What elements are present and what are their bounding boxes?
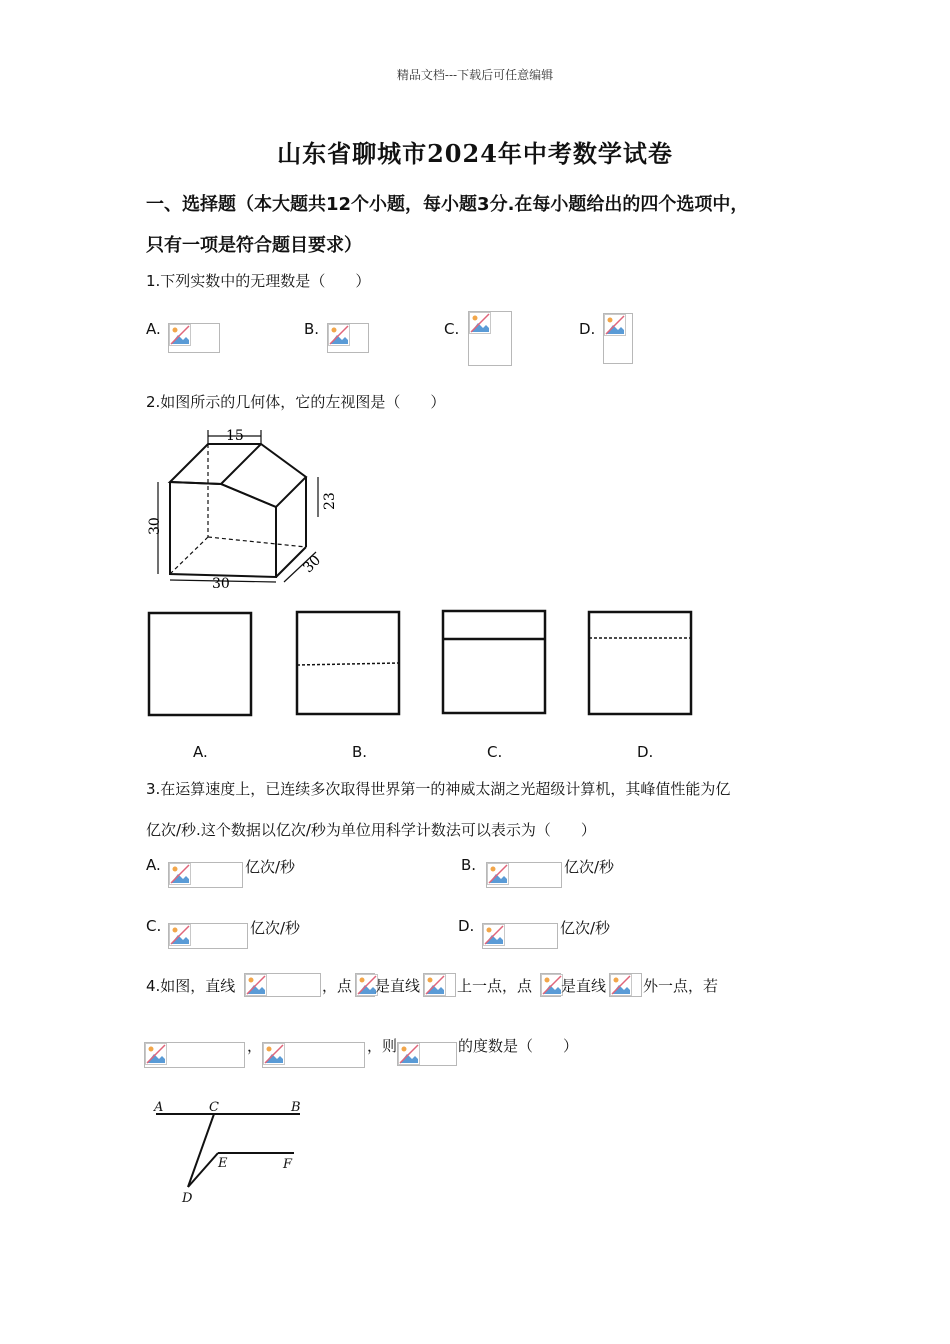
- q4-inline-image-4: [540, 973, 561, 997]
- q4-label-f: F: [283, 1157, 293, 1172]
- broken-image-icon: [483, 924, 505, 946]
- q4-label-a: A: [154, 1100, 164, 1115]
- q4-text-5: 是直线: [561, 977, 607, 995]
- q4-text-4: 上一点，点: [457, 977, 533, 995]
- q4-label-d: D: [182, 1191, 193, 1206]
- q4-text-3: 是直线: [375, 977, 421, 995]
- q2-option-a-label: A.: [193, 743, 208, 761]
- q4-inline-image-8: [397, 1042, 457, 1066]
- q1-option-b-label: B.: [304, 320, 320, 338]
- q4-geometry-figure: [148, 1095, 318, 1210]
- q3-option-b-image: [486, 862, 562, 888]
- page-header: 精品文档---下载后可任意编辑: [396, 68, 554, 82]
- q3-option-d-unit: 亿次/秒: [560, 919, 611, 937]
- broken-image-icon: [169, 924, 191, 946]
- q2-solid-figure: [146, 422, 346, 592]
- q1-option-c-image: [468, 311, 512, 366]
- q4-text-1: 4.如图，直线: [146, 977, 236, 995]
- question-3-line1: 3.在运算速度上，已连续多次取得世界第一的神威太湖之光超级计算机，其峰值性能为亿: [146, 780, 731, 798]
- q4-inline-image-3: [423, 973, 456, 997]
- q1-option-a-label: A.: [146, 320, 161, 338]
- q2-option-b-label: B.: [352, 743, 368, 761]
- q3-option-d-label: D.: [458, 917, 475, 935]
- q3-option-d-image: [482, 923, 558, 949]
- page-title: 山东省聊城市2024年中考数学试卷: [277, 139, 673, 168]
- broken-image-icon: [169, 863, 191, 885]
- q4-label-c: C: [209, 1100, 219, 1115]
- q2-dim-right: 23: [322, 492, 338, 510]
- broken-image-icon: [487, 863, 509, 885]
- broken-image-icon: [424, 974, 446, 996]
- q2-dim-top: 15: [226, 428, 244, 444]
- broken-image-icon: [604, 314, 626, 336]
- q1-option-a-image: [168, 323, 220, 353]
- q4-inline-image-2: [355, 973, 375, 997]
- q2-view-d: [589, 612, 691, 714]
- q3-option-b-label: B.: [461, 856, 477, 874]
- broken-image-icon: [398, 1043, 420, 1065]
- q2-dim-bottom: 30: [212, 576, 230, 592]
- section-heading-line1: 一、选择题（本大题共12个小题，每小题3分.在每小题给出的四个选项中，: [146, 194, 749, 215]
- q2-option-c-label: C.: [487, 743, 503, 761]
- q2-view-c: [443, 611, 545, 713]
- q4-text-7: ，: [247, 1037, 263, 1055]
- q3-option-a-image: [168, 862, 243, 888]
- q4-text-8: ，则: [367, 1037, 398, 1055]
- q2-option-d-label: D.: [637, 743, 654, 761]
- q4-inline-image-5: [609, 973, 642, 997]
- broken-image-icon: [169, 324, 191, 346]
- q4-label-e: E: [218, 1156, 228, 1171]
- q3-option-c-image: [168, 923, 248, 949]
- broken-image-icon: [145, 1043, 167, 1065]
- q3-option-a-unit: 亿次/秒: [245, 858, 296, 876]
- broken-image-icon: [541, 974, 563, 996]
- q2-option-views: [146, 608, 706, 723]
- q4-text-2: ，点: [322, 977, 353, 995]
- q4-label-b: B: [291, 1100, 301, 1115]
- q3-option-b-unit: 亿次/秒: [564, 858, 615, 876]
- q4-text-6: 外一点，若: [643, 977, 719, 995]
- q3-option-c-unit: 亿次/秒: [250, 919, 301, 937]
- q4-inline-image-1: [244, 973, 321, 997]
- broken-image-icon: [610, 974, 632, 996]
- broken-image-icon: [328, 324, 350, 346]
- q4-text-9: 的度数是（ ）: [458, 1037, 579, 1055]
- broken-image-icon: [263, 1043, 285, 1065]
- q4-inline-image-6: [144, 1042, 245, 1068]
- q2-dim-left: 30: [147, 517, 163, 535]
- q1-option-c-label: C.: [444, 320, 460, 338]
- q1-option-d-label: D.: [579, 320, 596, 338]
- section-heading-line2: 只有一项是符合题目要求）: [146, 235, 362, 256]
- question-3-line2: 亿次/秒.这个数据以亿次/秒为单位用科学计数法可以表示为（ ）: [146, 821, 596, 839]
- q1-option-b-image: [327, 323, 369, 353]
- broken-image-icon: [469, 312, 491, 334]
- question-1-text: 1.下列实数中的无理数是（ ）: [146, 272, 371, 290]
- q2-view-a: [149, 613, 251, 715]
- broken-image-icon: [245, 974, 267, 996]
- q3-option-a-label: A.: [146, 856, 161, 874]
- q1-option-d-image: [603, 313, 633, 364]
- q2-dim-depth: 30: [300, 552, 325, 577]
- q3-option-c-label: C.: [146, 917, 162, 935]
- question-2-text: 2.如图所示的几何体，它的左视图是（ ）: [146, 393, 446, 411]
- q4-inline-image-7: [262, 1042, 365, 1068]
